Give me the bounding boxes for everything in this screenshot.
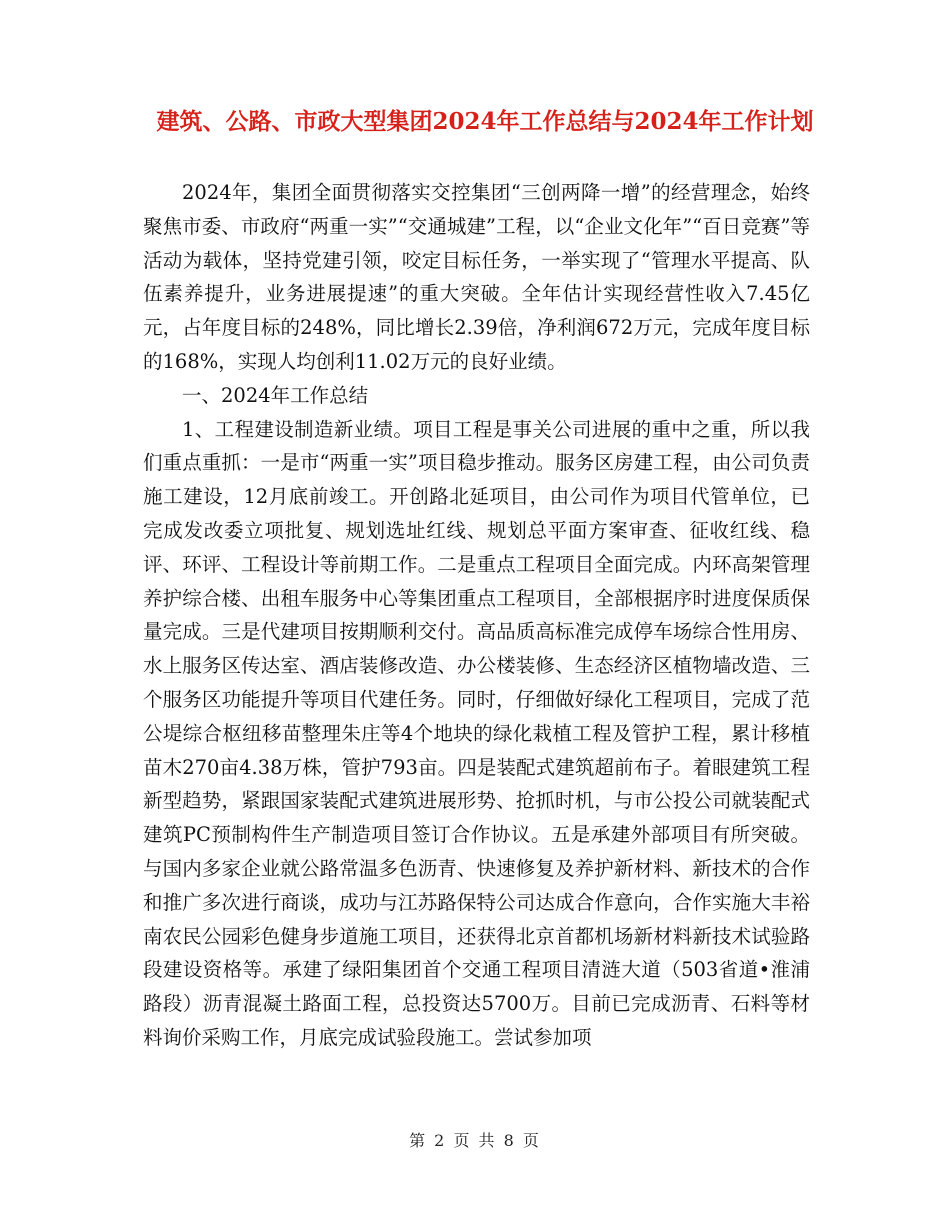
intro-paragraph: 2024年，集团全面贯彻落实交控集团“三创两降一增”的经营理念，始终聚焦市委、市政府“两重一实”“交通城建”工程，以“企业文化年”“百日竞赛”等活动为载体，坚持党建引领，咬定目标任务，一举实现了“管理水平提高、队伍素养提升，业务进展提速”的重大突破。全年估计实现经营性收入7.45亿元，占年度目标的248%，同比增长2.39倍，净利润672万元，完成年度目标的168%，实现人均创利11.02万元的良好业绩。 (143, 181, 810, 373)
section-heading: 一、2024年工作总结 (182, 383, 369, 407)
document-body (143, 176, 810, 1055)
body-paragraph: 1、工程建设制造新业绩。项目工程是事关公司进展的重中之重，所以我们重点重抓：一是市“两重一实”项目稳步推动。服务区房建工程，由公司负责施工建设，12月底前竣工。开创路北延项目，由公司作为项目代管单位，已完成发改委立项批复、规划选址红线、规划总平面方案审查、征收红线、稳评、环评、工程设计等前期工作。二是重点工程项目全面完成。内环高架管理养护综合楼、出租车服务中心等集团重点工程项目，全部根据序时进度保质保量完成。三是代建项目按期顺利交付。高品质高标准完成停车场综合性用房、水上服务区传达室、酒店装修改造、办公楼装修、生态经济区植物墙改造、三个服务区功能提升等项目代建任务。同时，仔细做好绿化工程项目，完成了范公堤综合枢纽移苗整理朱庄等4个地块的绿化栽植工程及管护工程，累计移植苗木270亩4.38万株，管护793亩。四是装配式建筑超前布子。着眼建筑工程新型趋势，紧跟国家装配式建筑进展形势、抢抓时机，与市公投公司就装配式建筑PC预制构件生产制造项目签订合作协议。五是承建外部项目有所突破。与国内多家企业就公路常温多色沥青、快速修复及养护新材料、新技术的合作和推广多次进行商谈，成功与江苏路保特公司达成合作意向，合作实施大丰裕南农民公园彩色健身步道施工项目，还获得北京首都机场新材料新技术试验路段建设资格等。承建了绿阳集团首个交通工程项目清涟大道（503省道•淮浦路段）沥青混凝土路面工程，总投资达5700万。目前已完成沥青、石料等材料询价采购工作，月底完成试验段施工。尝试参加项 (143, 417, 810, 1049)
document-title: 建筑、公路、市政大型集团2024年工作总结与2024年工作计划 (156, 108, 814, 135)
page-number-footer: 第 2 页 共 8 页 (409, 1131, 541, 1150)
